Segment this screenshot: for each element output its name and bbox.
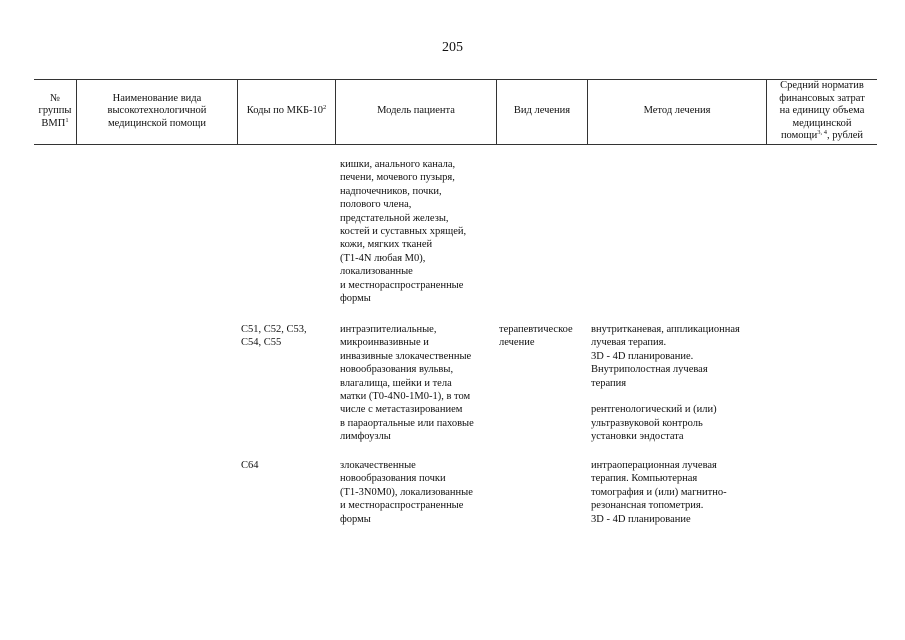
header-patient-model-text: Модель пациента	[377, 105, 455, 117]
footnote-marker: 1	[65, 116, 69, 124]
header-patient-model	[336, 79, 496, 144]
page-number: 205	[442, 40, 463, 55]
treatment-method-cell: внутритканевая, аппликационная лучевая терапия. 3D - 4D планирование. Внутриполостная лучевая терапия рентгенологический и (или) ультразвуковой контроль установки эндостата	[591, 324, 740, 443]
header-care-type-text: Наименование вида высокотехнологичной медицинской помощи	[107, 92, 207, 129]
treatment-method-cell: интраоперационная лучевая терапия. Компьютерная томография и (или) магнитно- резонансная топометрия. 3D - 4D планирование	[591, 460, 727, 525]
patient-model-cell: злокачественные новообразования почки (Т1-3N0M0), локализованные и местнораспространенные формы	[340, 460, 473, 525]
header-group-number-text: № группы ВМП	[38, 92, 72, 129]
treatment-type-cell: терапевтическое лечение	[499, 324, 573, 349]
patient-model-cell: кишки, анального канала, печени, мочевого пузыря, надпочечников, почки, полового члена, предстательной железы, костей и суставных хрящей, кожи, мягких тканей (Т1-4N любая М0), локализованные и местнораспространенные формы	[340, 159, 467, 305]
header-cost-standard-text: Средний норматив финансовых затрат на единицу объема медицинской помощи	[779, 80, 865, 142]
header-cost-standard-unit: , рублей	[826, 130, 864, 142]
header-treatment-method	[588, 79, 766, 144]
footnote-marker: 2	[323, 104, 327, 112]
header-icd-codes-text: Коды по МКБ-10	[246, 105, 324, 117]
header-treatment-method-text: Метод лечения	[643, 105, 711, 117]
patient-model-cell: интраэпителиальные, микроинвазивные и инвазивные злокачественные новообразования вульвы, влагалища, шейки и тела матки (Т0-4N0-1M0-1), в том числе с метастазированием в параортальные или паховые лимфоузлы	[340, 324, 474, 443]
header-treatment-type-text: Вид лечения	[513, 105, 571, 117]
header-treatment-type	[497, 79, 587, 144]
header-icd-codes	[238, 79, 335, 144]
header-bottom-rule	[34, 144, 877, 145]
header-cost-standard	[767, 79, 877, 144]
header-care-type	[77, 79, 237, 144]
icd-codes-cell: C64	[241, 460, 259, 471]
header-group-number	[34, 79, 76, 144]
footnote-marker: 3, 4	[817, 129, 827, 137]
icd-codes-cell: C51, C52, C53, C54, C55	[241, 324, 307, 349]
